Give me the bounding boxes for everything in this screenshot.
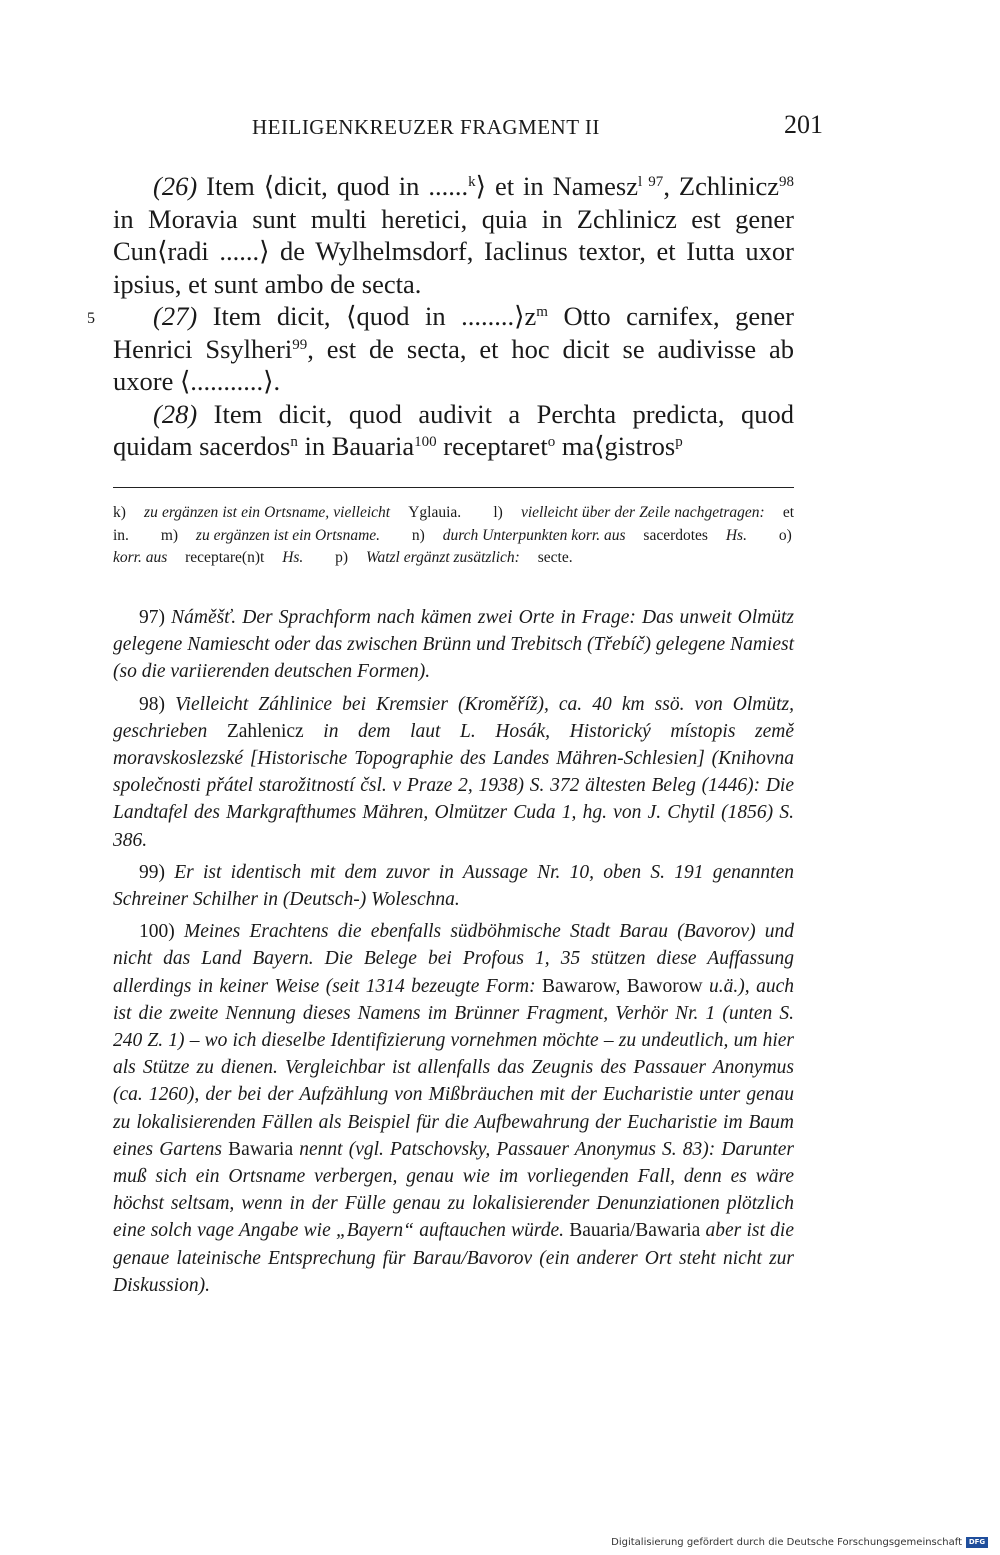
text-run: 97) — [139, 607, 172, 628]
note-reference: 98 — [779, 174, 794, 190]
text-run: 99) — [139, 861, 175, 883]
apparatus-note — [412, 527, 761, 544]
note-reference: p — [675, 434, 683, 450]
running-title: HEILIGENKREUZER FRAGMENT II — [252, 115, 600, 139]
note-reference: 99 — [292, 336, 308, 353]
note-reference: k — [468, 174, 476, 190]
text-run: Zahlenicz — [226, 720, 304, 742]
apparatus-note — [113, 504, 475, 521]
text-run: , Zchlinicz — [663, 171, 779, 201]
italic-text: Náměšť. Der Sprachform nach kämen zwei Orte in Frage: Das unweit Olmütz gelegene Namiescht oder das zwischen Brünn und Trebitsch (Třebíč) gelegene Namiest (so die variierenden deutschen Formen). — [113, 607, 794, 683]
note-reference: m — [536, 304, 548, 320]
text-run: Bauaria/Bawaria — [569, 1220, 701, 1242]
footnotes — [113, 604, 794, 1299]
text-run: sacerdotes — [643, 526, 712, 544]
footnote — [113, 691, 794, 854]
italic-text: aber ist die genaue lateinische Entsprechung für Barau/Bavorov (ein anderer Ort steht nicht zur Diskussion). — [113, 1220, 794, 1296]
text-run: Otto carnifex, gener Henrici Ssylheri — [113, 301, 795, 364]
text-run: Item ⟨dicit, quod in ...... — [197, 171, 469, 201]
footer-credit-text: Digitalisierung gefördert durch die Deutsche Forschungsgemeinschaft — [611, 1537, 962, 1548]
footnote — [113, 859, 794, 913]
italic-text: durch Unterpunkten korr. aus — [442, 526, 630, 544]
text-run: o) — [778, 526, 792, 544]
italic-text: Watzl ergänzt zusätzlich: — [365, 549, 524, 566]
italic-text: in dem laut L. Hosák, Historický místopis země moravskoslezské [Historische Topographie des Landes Mähren-Schlesien] (Knihovna společnosti přátel starožitností čsl. v Praze 2, 1938) S. 372 ältesten Beleg (1446): Die Landtafel des Markgrafthumes Mähren, Olmützer Cuda 1, hg. von J. Chytil (1856) S. 386. — [113, 720, 795, 851]
text-run: p) — [335, 549, 352, 566]
italic-text: Hs. — [282, 549, 304, 566]
main-text — [113, 170, 794, 463]
footer-credit — [611, 1537, 988, 1548]
note-reference: l 97 — [638, 174, 664, 190]
text-run: 100) — [139, 921, 184, 943]
text-run: l) — [493, 504, 507, 521]
text-run: Bawaria — [228, 1138, 294, 1160]
text-run: receptare(n)t — [185, 549, 269, 566]
text-run: et in. — [113, 504, 795, 544]
note-reference: o — [547, 434, 556, 450]
note-reference: n — [290, 434, 298, 450]
text-run: , est de secta, et hoc dicit se audivisse ab uxore ⟨...........⟩. — [113, 333, 795, 396]
text-run: in Bauaria — [297, 431, 415, 461]
text-run: Bawarow, Baworow — [542, 975, 703, 997]
footnote — [113, 604, 794, 686]
italic-text: Vielleicht Záhlinice bei Kremsier (Kroměříž), ca. 40 km ssö. von Olmütz, geschrieben — [113, 693, 794, 742]
entry-number: (27) — [153, 301, 198, 331]
text-run: Item dicit, quod audivit a Perchta predicta, quod quidam sacerdos — [113, 398, 794, 461]
text-run: k) — [113, 504, 131, 521]
italic-text: korr. aus — [113, 549, 172, 566]
apparatus-rule — [113, 487, 794, 488]
italic-text: Hs. — [725, 526, 747, 544]
text-run: receptaret — [436, 431, 548, 461]
page-number: 201 — [784, 110, 823, 139]
critical-apparatus — [113, 502, 794, 570]
text-run: in Moravia sunt multi heretici, quia in Zchlinicz est gener Cun⟨radi ......⟩ de Wylhelmsdorf, Iaclinus textor, et Iutta uxor ipsius, et sunt ambo de secta. — [113, 203, 794, 299]
italic-text: Er ist identisch mit dem zuvor in Aussage Nr. 10, oben S. 191 genannten Schreiner Schilher in (Deutsch-) Woleschna. — [113, 861, 794, 911]
italic-text: vielleicht über der Zeile nachgetragen: — [520, 504, 769, 521]
main-entry — [113, 170, 794, 300]
dfg-logo-icon: DFG — [966, 1537, 988, 1548]
text-run: ma⟨gistros — [555, 431, 676, 461]
text-run: Item dicit, ⟨quod in ........⟩z — [197, 301, 537, 331]
main-entry — [113, 398, 794, 463]
text-run: 98) — [139, 693, 176, 715]
line-number: 5 — [87, 310, 95, 327]
text-run: m) — [160, 526, 182, 544]
footnote — [113, 918, 794, 1299]
entry-number: (26) — [153, 171, 198, 201]
italic-text: nennt (vgl. Patschovsky, Passauer Anonymus S. 83): Darunter muß sich ein Ortsname verbergen, genau wie im vorliegenden Fall, denn es wäre höchst seltsam, wenn in der Fülle genau zu lokalisierender Denunziationen plötzlich eine solch vage Angabe wie „Bayern“ auftauchen würde. — [113, 1138, 794, 1242]
italic-text: zu ergänzen ist ein Ortsname, vielleicht — [144, 504, 395, 521]
italic-text: Meines Erachtens die ebenfalls südböhmische Stadt Barau (Bavorov) und nicht das Land Bayern. Die Belege bei Profous 1, 35 stützen diese Auffassung allerdings in keiner Weise (seit 1314 bezeugte Form: — [113, 921, 795, 997]
text-run: Yglauia. — [408, 504, 462, 521]
text-run: secte. — [537, 549, 573, 566]
entry-number: (28) — [153, 398, 198, 429]
note-reference: 100 — [414, 434, 437, 450]
apparatus-note — [335, 549, 586, 566]
italic-text: u.ä.), auch ist die zweite Nennung dieses Namens im Brünner Fragment, Verhör Nr. 1 (unten S. 240 Z. 1) – wo ich dieselbe Identifizierung vornehmen möchte – zu undeutlich, um hier als Stütze zu dienen. Vergleichbar ist allenfalls das Zeugnis des Passauer Anonymus (ca. 1260), der bei der Aufzählung von Mißbräuchen mit der Eucharistie unter genau zu lokalisierenden Fällen als Beispiel für die Aufbewahrung der Eucharistie im Baum eines Gartens — [113, 975, 794, 1160]
text-run: n) — [411, 526, 429, 544]
italic-text: zu ergänzen ist ein Ortsname. — [195, 526, 381, 544]
text-run: ⟩ et in Namesz — [475, 171, 639, 201]
main-entry — [113, 300, 794, 398]
apparatus-note — [161, 527, 394, 544]
